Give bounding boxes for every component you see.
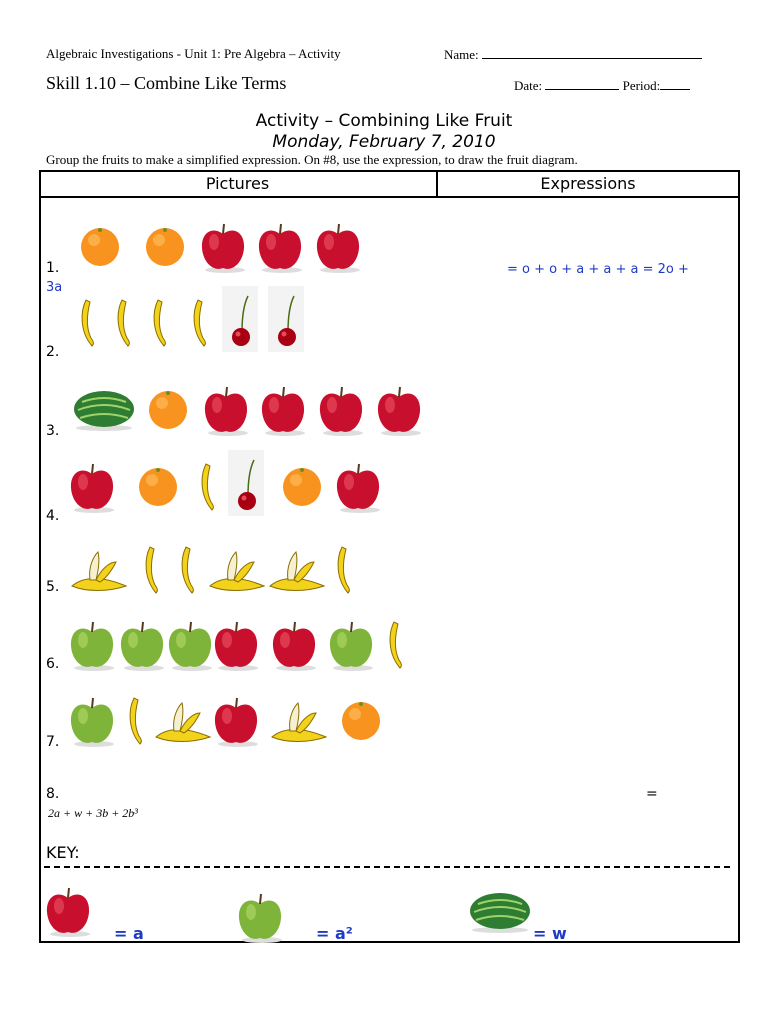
date-label: Date: [514, 78, 543, 93]
pictures-column-header: Pictures [205, 174, 270, 193]
row-1-expression-continued: 3a [46, 280, 63, 295]
row-6-green-apple-icon [166, 618, 214, 672]
row-8-equals: = [646, 786, 658, 802]
key-green-apple-text: = a² [316, 924, 353, 943]
date-blank[interactable] [545, 77, 619, 90]
period-blank[interactable] [660, 77, 690, 90]
row-8-number: 8. [46, 786, 60, 802]
key-label: KEY: [46, 843, 80, 862]
name-field [444, 46, 702, 63]
activity-date: Monday, February 7, 2010 [272, 132, 496, 152]
row-5-peeled-banana-icon [206, 548, 268, 592]
key-red-apple-text: = a [114, 924, 144, 943]
row-3-watermelon-icon [72, 388, 136, 432]
row-5-banana-icon [142, 545, 164, 595]
row-4-number: 4. [46, 508, 60, 524]
activity-title: Activity – Combining Like Fruit [255, 111, 513, 131]
key-divider [44, 866, 730, 868]
row-2-banana-icon [78, 298, 100, 348]
row-2-banana-icon [190, 298, 212, 348]
row-2-number: 2. [46, 344, 60, 360]
row-2-cherry-icon [268, 286, 304, 352]
row-3-red-apple-icon [375, 383, 423, 437]
row-5-banana-icon [334, 545, 356, 595]
row-1-number: 1. [46, 260, 60, 276]
key-watermelon-text: = w [533, 924, 567, 943]
row-4-red-apple-icon [68, 460, 116, 514]
key-green-apple-icon [236, 890, 284, 944]
row-7-red-apple-icon [212, 694, 260, 748]
expressions-column-header: Expressions [540, 174, 636, 193]
row-6-green-apple-icon [68, 618, 116, 672]
row-4-banana-icon [198, 462, 220, 512]
row-1-orange-icon [143, 225, 187, 269]
row-5-peeled-banana-icon [266, 548, 328, 592]
key-red-apple-icon [44, 884, 92, 938]
row-4-cherry-icon [228, 450, 264, 516]
instructions: Group the fruits to make a simplified expression. On #8, use the expression, to draw the fruit diagram. [46, 152, 578, 167]
course-heading: Algebraic Investigations - Unit 1: Pre Algebra – Activity [46, 46, 341, 61]
row-1-orange-icon [78, 225, 122, 269]
row-6-green-apple-icon [327, 618, 375, 672]
row-1-red-apple-icon [199, 220, 247, 274]
row-5-peeled-banana-icon [68, 548, 130, 592]
row-5-number: 5. [46, 579, 60, 595]
row-3-number: 3. [46, 423, 60, 439]
row-7-orange-icon [339, 699, 383, 743]
row-1-red-apple-icon [256, 220, 304, 274]
row-5-banana-icon [178, 545, 200, 595]
row-7-number: 7. [46, 734, 60, 750]
name-blank[interactable] [482, 46, 702, 59]
row-6-red-apple-icon [270, 618, 318, 672]
row-6-red-apple-icon [212, 618, 260, 672]
name-label: Name: [444, 47, 479, 62]
skill-title: Skill 1.10 – Combine Like Terms [46, 73, 287, 93]
row-7-green-apple-icon [68, 694, 116, 748]
date-period-field [514, 77, 690, 94]
row-3-red-apple-icon [259, 383, 307, 437]
row-6-green-apple-icon [118, 618, 166, 672]
row-1-expression: = o + o + a + a + a = 2o + [507, 262, 689, 277]
row-6-number: 6. [46, 656, 60, 672]
row-2-banana-icon [150, 298, 172, 348]
row-4-orange-icon [280, 465, 324, 509]
row-7-banana-icon [126, 696, 148, 746]
row-2-banana-icon [114, 298, 136, 348]
row-4-orange-icon [136, 465, 180, 509]
row-4-red-apple-icon [334, 460, 382, 514]
row-7-peeled-banana-icon [268, 699, 330, 743]
row-1-red-apple-icon [314, 220, 362, 274]
row-7-peeled-banana-icon [152, 699, 214, 743]
key-watermelon-icon [468, 890, 532, 934]
row-8-math-expression: 2a + w + 3b + 2b³ [48, 806, 138, 820]
row-3-red-apple-icon [317, 383, 365, 437]
row-6-banana-icon [386, 620, 408, 670]
period-label: Period: [622, 78, 661, 93]
row-3-orange-icon [146, 388, 190, 432]
row-3-red-apple-icon [202, 383, 250, 437]
row-2-cherry-icon [222, 286, 258, 352]
